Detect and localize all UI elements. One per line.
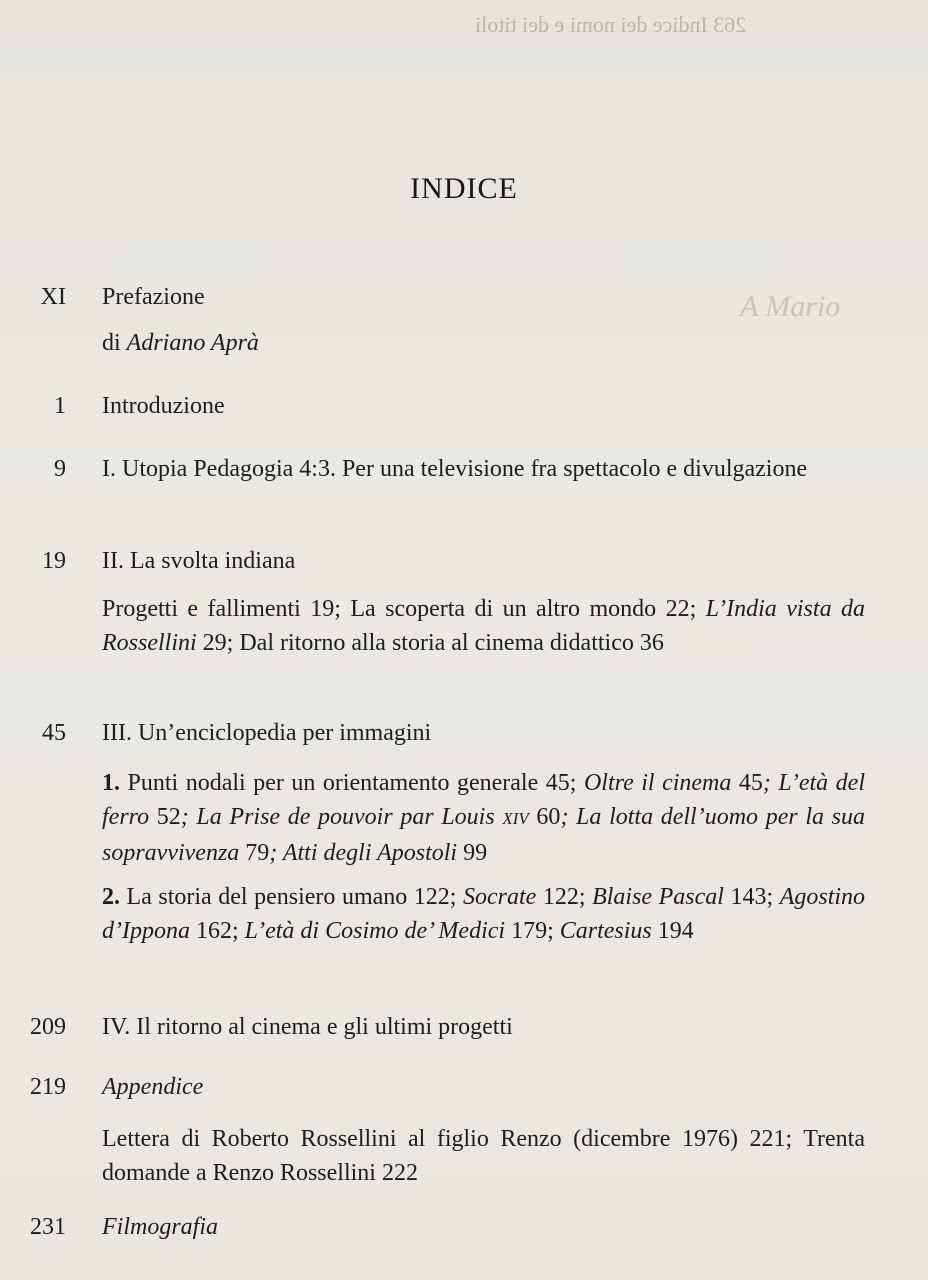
subentry-text: Progetti e fallimenti 19; La scoperta di un altro mondo 22; L’India vista da Rossellini 29; Dal ritorno alla storia al cinema didattico 36 [102,596,865,656]
bleed-through-header: 263 Indice dei nomi e dei titoli [475,12,747,37]
page-number: 45 [42,720,66,746]
entry-title: IV. Il ritorno al cinema e gli ultimi progetti [102,1014,513,1040]
section-text: 1. Punti nodali per un orientamento generale 45; Oltre il cinema 45; L’età del ferro 52; La Prise de pouvoir par Louis XIV 60; La lotta dell’uomo per la sua sopravvivenza 79; Atti degli Apostoli 99 [102,770,866,866]
page-number: 231 [30,1214,66,1240]
entry-title: Prefazione [102,284,205,310]
section-text: 2. La storia del pensiero umano 122; Socrate 122; Blaise Pascal 143; Agostino d’Ippona 162; L’età di Cosimo de’ Medici 179; Cartesius 194 [102,884,866,944]
page-number: 19 [42,548,66,574]
page-number: 9 [54,456,66,482]
page-number: 219 [30,1074,66,1100]
entry-author [102,326,867,360]
entry-title: II. La svolta indiana [102,548,296,574]
by-prefix: di [102,330,121,356]
entry-title: I. Utopia Pedagogia 4:3. Per una televisione fra spettacolo e divulgazione [102,456,808,482]
subentry-text: Lettera di Roberto Rossellini al figlio Renzo (dicembre 1976) 221; Trenta domande a Renzo Rossellini 222 [102,1126,865,1186]
entry-title: Appendice [102,1074,204,1100]
bleed-through-dedication: A Mario [740,290,841,323]
entry-title: Introduzione [102,393,225,419]
page-title: INDICE [410,172,518,205]
author-name: Adriano Aprà [126,330,259,356]
page-number: 1 [54,393,66,419]
page-number: XI [40,284,66,310]
entry-title: Filmografia [102,1214,219,1240]
entry-title: III. Un’enciclopedia per immagini [102,720,432,746]
page-number: 209 [30,1014,66,1040]
